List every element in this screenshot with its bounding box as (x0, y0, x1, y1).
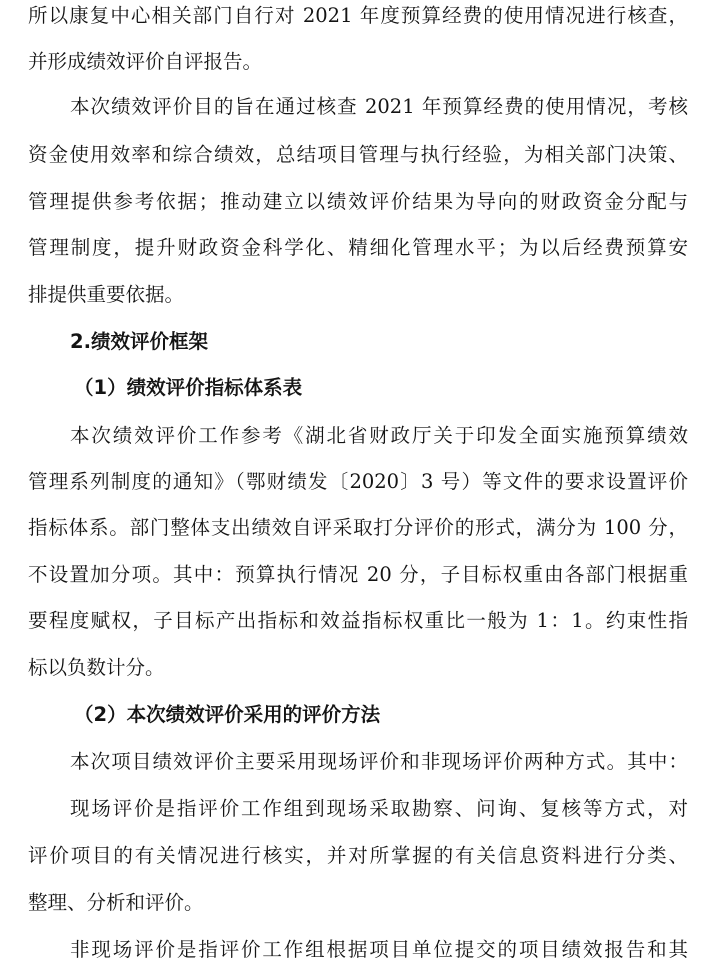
paragraph-onsite-line: 整理、分析和评价。 (28, 891, 204, 914)
paragraph-indicator-line: 指标体系。部门整体支出绩效自评采取打分评价的形式，满分为 100 分， (28, 516, 688, 539)
paragraph-purpose-line: 管理制度，提升财政资金科学化、精细化管理水平；为以后经费预算安 (28, 236, 688, 259)
paragraph-indicator-line: 标以负数计分。 (28, 656, 165, 679)
paragraph-indicator-line: 不设置加分项。其中：预算执行情况 20 分，子目标权重由各部门根据重 (28, 563, 688, 586)
paragraph-onsite-line: 现场评价是指评价工作组到现场采取勘察、问询、复核等方式，对 (70, 797, 688, 820)
paragraph-purpose-line: 资金使用效率和综合绩效，总结项目管理与执行经验，为相关部门决策、 (28, 143, 688, 166)
section-heading-framework: 2.绩效评价框架 (70, 330, 208, 353)
paragraph-purpose-line: 排提供重要依据。 (28, 283, 185, 306)
subsection-heading-indicator: （1）绩效评价指标体系表 (74, 376, 303, 399)
paragraph-offsite-line: 非现场评价是指评价工作组根据项目单位提交的项目绩效报告和其 (70, 938, 688, 961)
paragraph-method-line: 本次项目绩效评价主要采用现场评价和非现场评价两种方式。其中： (70, 750, 688, 773)
paragraph-intro-line: 所以康复中心相关部门自行对 2021 年度预算经费的使用情况进行核查， (28, 4, 688, 27)
subsection-heading-method: （2）本次绩效评价采用的评价方法 (74, 703, 381, 726)
paragraph-intro-line: 并形成绩效评价自评报告。 (28, 50, 263, 73)
paragraph-purpose-line: 管理提供参考依据；推动建立以绩效评价结果为导向的财政资金分配与 (28, 190, 688, 213)
paragraph-indicator-line: 本次绩效评价工作参考《湖北省财政厅关于印发全面实施预算绩效 (70, 424, 688, 447)
paragraph-indicator-line: 管理系列制度的通知》（鄂财绩发〔2020〕3 号）等文件的要求设置评价 (28, 470, 688, 493)
paragraph-onsite-line: 评价项目的有关情况进行核实，并对所掌握的有关信息资料进行分类、 (28, 844, 688, 867)
paragraph-indicator-line: 要程度赋权，子目标产出指标和效益指标权重比一般为 1：1。约束性指 (28, 609, 688, 632)
paragraph-purpose-line: 本次绩效评价目的旨在通过核查 2021 年预算经费的使用情况，考核 (70, 95, 688, 118)
